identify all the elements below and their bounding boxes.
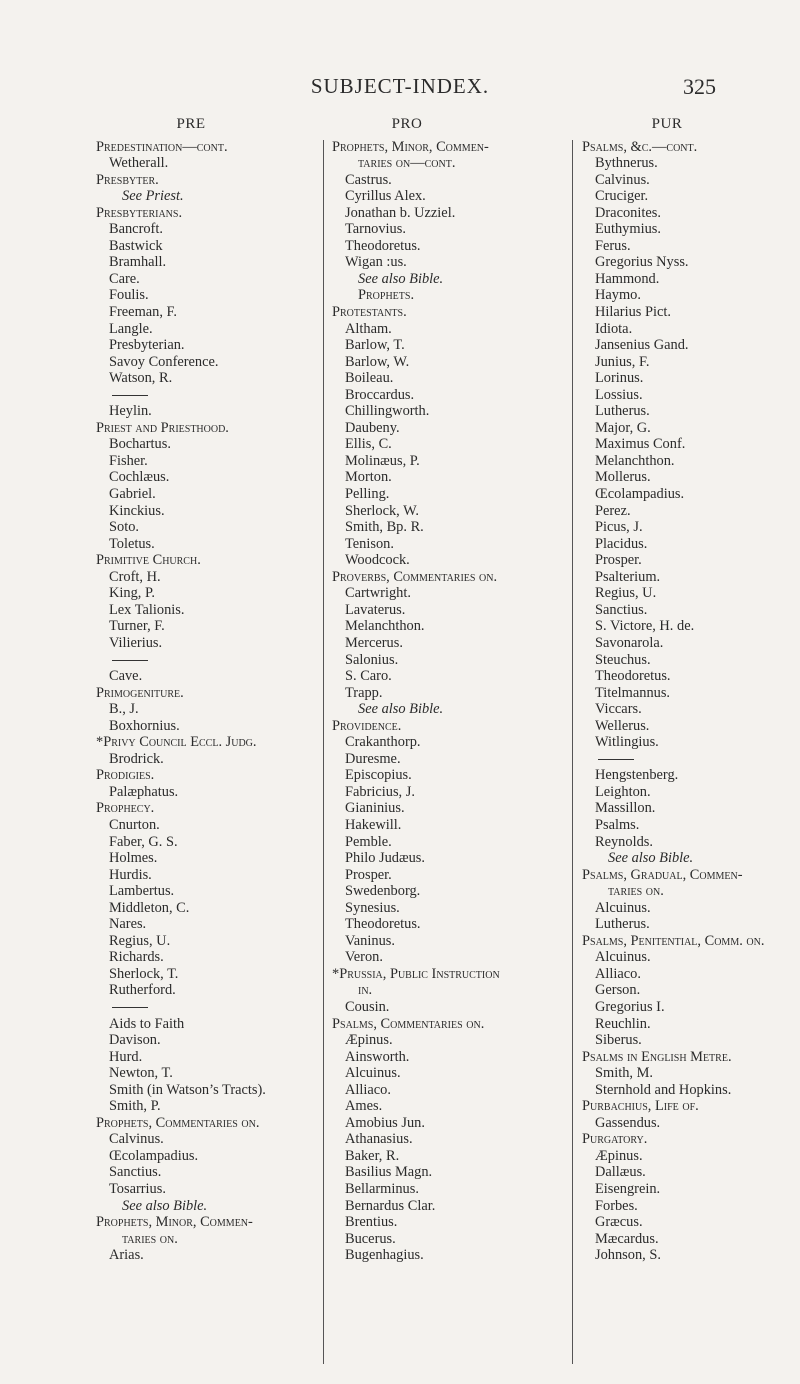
index-entry: Major, G. — [595, 419, 651, 436]
index-heading: Psalms in English Metre. — [582, 1048, 732, 1065]
index-entry: Pelling. — [345, 486, 390, 503]
index-entry: Barlow, T. — [345, 337, 405, 354]
index-entry: Swedenborg. — [345, 883, 421, 900]
index-heading-continuation: in. — [358, 982, 373, 999]
index-entry: Cartwright. — [345, 585, 411, 602]
index-entry: Siberus. — [595, 1032, 642, 1049]
index-entry: Bucerus. — [345, 1230, 396, 1247]
index-entry: Boxhornius. — [109, 717, 180, 734]
index-entry: Draconites. — [595, 204, 661, 221]
index-entry: Witlingius. — [595, 734, 659, 751]
index-heading: Psalms, Penitential, Comm. on. — [582, 932, 765, 949]
index-entry: S. Caro. — [345, 668, 392, 685]
column-head: PRE — [176, 116, 206, 132]
index-entry: Langle. — [109, 320, 153, 337]
index-entry: Ames. — [345, 1098, 383, 1115]
cross-reference: Prophets. — [358, 287, 415, 304]
index-entry: Dallæus. — [595, 1164, 646, 1181]
index-entry: Hengstenberg. — [595, 767, 679, 784]
index-entry: Cousin. — [345, 998, 390, 1015]
index-entry: Græcus. — [595, 1214, 643, 1231]
index-entry: Brodrick. — [109, 750, 164, 767]
index-entry: Bernardus Clar. — [345, 1197, 436, 1214]
index-column-2 — [332, 116, 570, 1264]
index-entry: Œcolampadius. — [595, 486, 685, 503]
index-entry: Duresme. — [345, 750, 401, 767]
index-heading: Psalms, Commentaries on. — [332, 1015, 485, 1032]
index-heading: Purgatory. — [582, 1131, 648, 1148]
index-entry: Mercerus. — [345, 634, 403, 651]
index-heading: *Privy Council Eccl. Judg. — [96, 734, 257, 751]
index-entry: Lambertus. — [109, 883, 175, 900]
section-separator — [96, 387, 336, 404]
index-entry: Rutherford. — [109, 982, 176, 999]
index-heading: Primitive Church. — [96, 552, 201, 569]
section-separator — [582, 751, 800, 768]
index-entry: Titelmannus. — [595, 684, 671, 701]
index-entry: Sherlock, T. — [109, 965, 179, 982]
index-entry: Œcolampadius. — [109, 1147, 199, 1164]
index-heading: Priest and Priesthood. — [96, 419, 229, 436]
index-heading-continuation: taries on. — [608, 883, 664, 900]
index-entry: Bellarminus. — [345, 1181, 419, 1197]
index-entry: Tosarrius. — [109, 1181, 166, 1197]
index-heading: Presbyter. — [96, 171, 159, 188]
section-separator — [96, 999, 336, 1016]
index-entry: Barlow, W. — [345, 353, 410, 370]
index-entry: Arias. — [109, 1247, 144, 1264]
index-entry: Tenison. — [345, 535, 394, 552]
index-entry: Athanasius. — [345, 1131, 413, 1148]
index-entry: Massillon. — [595, 800, 656, 817]
index-entry: Sherlock, W. — [345, 502, 419, 519]
index-entry: Bugenhagius. — [345, 1247, 424, 1264]
index-entry: Richards. — [109, 949, 164, 966]
index-entry: Vaninus. — [345, 932, 395, 949]
index-entry: Brentius. — [345, 1214, 398, 1231]
index-entry: Veron. — [345, 949, 383, 966]
index-entry: Pemble. — [345, 833, 392, 850]
index-entry: Baker, R. — [345, 1147, 400, 1164]
index-entry: Prosper. — [345, 866, 392, 883]
index-entry: Toletus. — [109, 535, 155, 552]
cross-reference: See also Bible. — [358, 270, 444, 287]
index-entry: Lutherus. — [595, 916, 650, 933]
index-entry: Holmes. — [109, 850, 158, 867]
index-entry: Haymo. — [595, 287, 641, 304]
index-entry: Cruciger. — [595, 188, 649, 205]
index-entry: Placidus. — [595, 535, 648, 552]
index-heading: Proverbs, Commentaries on. — [332, 568, 498, 585]
column-rule-right — [572, 140, 573, 1364]
index-entry: Alcuinus. — [345, 1065, 401, 1082]
index-entry: Theodoretus. — [595, 668, 671, 685]
index-entry: Lex Talionis. — [109, 601, 185, 618]
index-entry: Lorinus. — [595, 370, 644, 387]
index-entry: Middleton, C. — [109, 899, 190, 916]
index-entry: Cyrillus Alex. — [345, 188, 426, 205]
index-entry: Cochlæus. — [109, 469, 170, 486]
index-heading-continuation: taries on. — [122, 1230, 178, 1247]
index-heading: Purbachius, Life of. — [582, 1098, 699, 1115]
index-entry: Altham. — [345, 320, 392, 337]
index-entry: Heylin. — [109, 403, 152, 420]
index-entry: Kinckius. — [109, 502, 165, 519]
index-entry: Alcuinus. — [595, 949, 651, 966]
index-entry: Chillingworth. — [345, 403, 430, 420]
index-entry: Gabriel. — [109, 486, 156, 503]
index-entry: Psalterium. — [595, 568, 661, 585]
index-entry: Æpinus. — [595, 1147, 643, 1164]
index-heading: Protestants. — [332, 304, 407, 321]
index-entry: Gerson. — [595, 982, 641, 999]
index-entry: Wetherall. — [109, 155, 169, 172]
index-entry: Foulis. — [109, 287, 149, 304]
index-entry: Morton. — [345, 469, 392, 486]
index-entry: Ainsworth. — [345, 1048, 410, 1065]
index-entry: Faber, G. S. — [109, 833, 178, 850]
index-entry: Hakewill. — [345, 816, 402, 833]
index-entry: Viccars. — [595, 701, 642, 718]
index-entry: Vilierius. — [109, 634, 163, 651]
index-column-1 — [96, 116, 336, 1264]
index-entry: Bythnerus. — [595, 155, 658, 172]
index-entry: Bastwick — [109, 237, 163, 254]
index-heading: Prophets, Commentaries on. — [96, 1114, 260, 1131]
index-entry: Sanctius. — [595, 601, 648, 618]
index-entry: Gianinius. — [345, 800, 405, 817]
index-heading: Prophets, Minor, Commen- — [332, 138, 489, 155]
index-heading: Presbyterians. — [96, 204, 183, 221]
index-entry: Regius, U. — [109, 932, 171, 949]
index-entry: Aids to Faith — [109, 1015, 185, 1032]
index-entry: Alliaco. — [345, 1081, 391, 1098]
index-entry: Cnurton. — [109, 816, 160, 833]
index-entry: Æpinus. — [345, 1032, 393, 1049]
index-entry: Psalms. — [595, 816, 640, 833]
index-entry: Care. — [109, 270, 140, 287]
page-number: 325 — [683, 74, 716, 99]
index-entry: Junius, F. — [595, 353, 650, 370]
index-entry: Prosper. — [595, 552, 642, 569]
index-entry: Lavaterus. — [345, 601, 406, 618]
index-entry: Melanchthon. — [345, 618, 425, 635]
index-entry: Wigan :us. — [345, 254, 407, 271]
page-title: SUBJECT-INDEX. — [310, 74, 490, 98]
index-entry: Smith, M. — [595, 1065, 653, 1082]
column-head: PRO — [391, 116, 423, 132]
index-entry: Smith, P. — [109, 1098, 161, 1115]
index-entry: Palæphatus. — [109, 783, 179, 800]
index-entry: Leighton. — [595, 783, 651, 800]
index-entry: Smith, Bp. R. — [345, 519, 424, 536]
index-entry: Lutherus. — [595, 403, 650, 420]
index-entry: Alcuinus. — [595, 899, 651, 916]
section-separator — [96, 652, 336, 669]
index-entry: Ferus. — [595, 237, 631, 254]
index-entry: Watson, R. — [109, 370, 173, 387]
column-head: PUR — [651, 116, 683, 132]
index-entry: Idiota. — [595, 320, 633, 337]
index-entry: Hurdis. — [109, 866, 152, 883]
index-entry: Theodoretus. — [345, 237, 421, 254]
index-entry: Basilius Magn. — [345, 1164, 433, 1181]
index-entry: Smith (in Watson’s Tracts). — [109, 1081, 266, 1098]
index-entry: Woodcock. — [345, 552, 410, 569]
index-column-3 — [582, 116, 800, 1264]
index-entry: Tarnovius. — [345, 221, 406, 238]
index-entry: Lossius. — [595, 386, 643, 403]
index-entry: Croft, H. — [109, 568, 161, 585]
index-entry: Bramhall. — [109, 254, 167, 271]
index-entry: Calvinus. — [109, 1131, 164, 1148]
index-entry: King, P. — [109, 585, 155, 602]
index-entry: Sternhold and Hopkins. — [595, 1081, 732, 1098]
index-entry: Freeman, F. — [109, 304, 177, 321]
index-entry: Steuchus. — [595, 651, 651, 668]
index-entry: Fabricius, J. — [345, 783, 415, 800]
index-entry: Wellerus. — [595, 717, 650, 734]
index-entry: Fisher. — [109, 452, 148, 469]
index-heading: Providence. — [332, 717, 402, 734]
index-entry: Ellis, C. — [345, 436, 392, 453]
index-entry: Davison. — [109, 1032, 161, 1049]
index-entry: Daubeny. — [345, 419, 400, 436]
index-entry: Presbyterian. — [109, 337, 185, 354]
index-heading: *Prussia, Public Instruction — [332, 965, 500, 982]
running-head — [0, 74, 800, 104]
index-heading: Primogeniture. — [96, 684, 184, 701]
index-entry: Nares. — [109, 916, 147, 933]
index-entry: Broccardus. — [345, 386, 415, 403]
index-entry: Theodoretus. — [345, 916, 421, 933]
index-entry: Boileau. — [345, 370, 394, 387]
cross-reference: See also Bible. — [358, 701, 444, 718]
index-entry: Castrus. — [345, 171, 392, 188]
index-entry: Crakanthorp. — [345, 734, 421, 751]
index-entry: Philo Judæus. — [345, 850, 425, 867]
index-entry: Maximus Conf. — [595, 436, 686, 453]
index-entry: Sanctius. — [109, 1164, 162, 1181]
cross-reference: See Priest. — [122, 188, 184, 205]
index-entry: Synesius. — [345, 899, 400, 916]
index-entry: Hammond. — [595, 270, 660, 287]
index-entry: Forbes. — [595, 1197, 638, 1214]
index-entry: Episcopius. — [345, 767, 412, 784]
index-entry: Calvinus. — [595, 171, 650, 188]
index-entry: Trapp. — [345, 684, 383, 701]
index-entry: Bancroft. — [109, 221, 163, 238]
index-entry: Mæcardus. — [595, 1230, 659, 1247]
index-entry: Gregorius Nyss. — [595, 254, 689, 271]
index-heading: Predestination—cont. — [96, 138, 228, 155]
index-entry: Reuchlin. — [595, 1015, 651, 1032]
index-entry: Bochartus. — [109, 436, 171, 453]
index-heading: Psalms, Gradual, Commen- — [582, 866, 743, 883]
index-entry: Regius, U. — [595, 585, 657, 602]
index-entry: Savoy Conference. — [109, 353, 219, 370]
index-heading: Psalms, &c.—cont. — [582, 138, 698, 155]
index-heading: Prophets, Minor, Commen- — [96, 1214, 253, 1231]
index-entry: Savonarola. — [595, 634, 664, 651]
index-entry: Newton, T. — [109, 1065, 173, 1082]
index-entry: Soto. — [109, 519, 139, 536]
index-entry: Hurd. — [109, 1048, 143, 1065]
index-entry: Amobius Jun. — [345, 1114, 425, 1131]
index-heading: Prophecy. — [96, 800, 155, 817]
index-entry: Gregorius I. — [595, 998, 665, 1015]
index-entry: Picus, J. — [595, 519, 643, 536]
index-entry: S. Victore, H. de. — [595, 618, 695, 635]
index-entry: Alliaco. — [595, 965, 641, 982]
index-entry: Jonathan b. Uzziel. — [345, 204, 456, 221]
index-entry: Molinæus, P. — [345, 452, 420, 469]
index-entry: Turner, F. — [109, 618, 165, 635]
index-heading-continuation: taries on—cont. — [358, 155, 456, 172]
index-entry: Cave. — [109, 668, 143, 685]
index-entry: Melanchthon. — [595, 452, 675, 469]
index-heading: Prodigies. — [96, 767, 155, 784]
cross-reference: See also Bible. — [608, 850, 694, 867]
index-entry: B., J. — [109, 701, 139, 718]
index-entry: Reynolds. — [595, 833, 653, 850]
index-entry: Jansenius Gand. — [595, 337, 689, 354]
index-entry: Mollerus. — [595, 469, 651, 486]
index-entry: Salonius. — [345, 651, 399, 668]
index-entry: Eisengrein. — [595, 1181, 661, 1197]
index-entry: Johnson, S. — [595, 1247, 661, 1264]
index-entry: Hilarius Pict. — [595, 304, 671, 321]
index-entry: Perez. — [595, 502, 631, 519]
index-entry: Gassendus. — [595, 1114, 661, 1131]
index-entry: Euthymius. — [595, 221, 661, 238]
cross-reference: See also Bible. — [122, 1197, 208, 1214]
